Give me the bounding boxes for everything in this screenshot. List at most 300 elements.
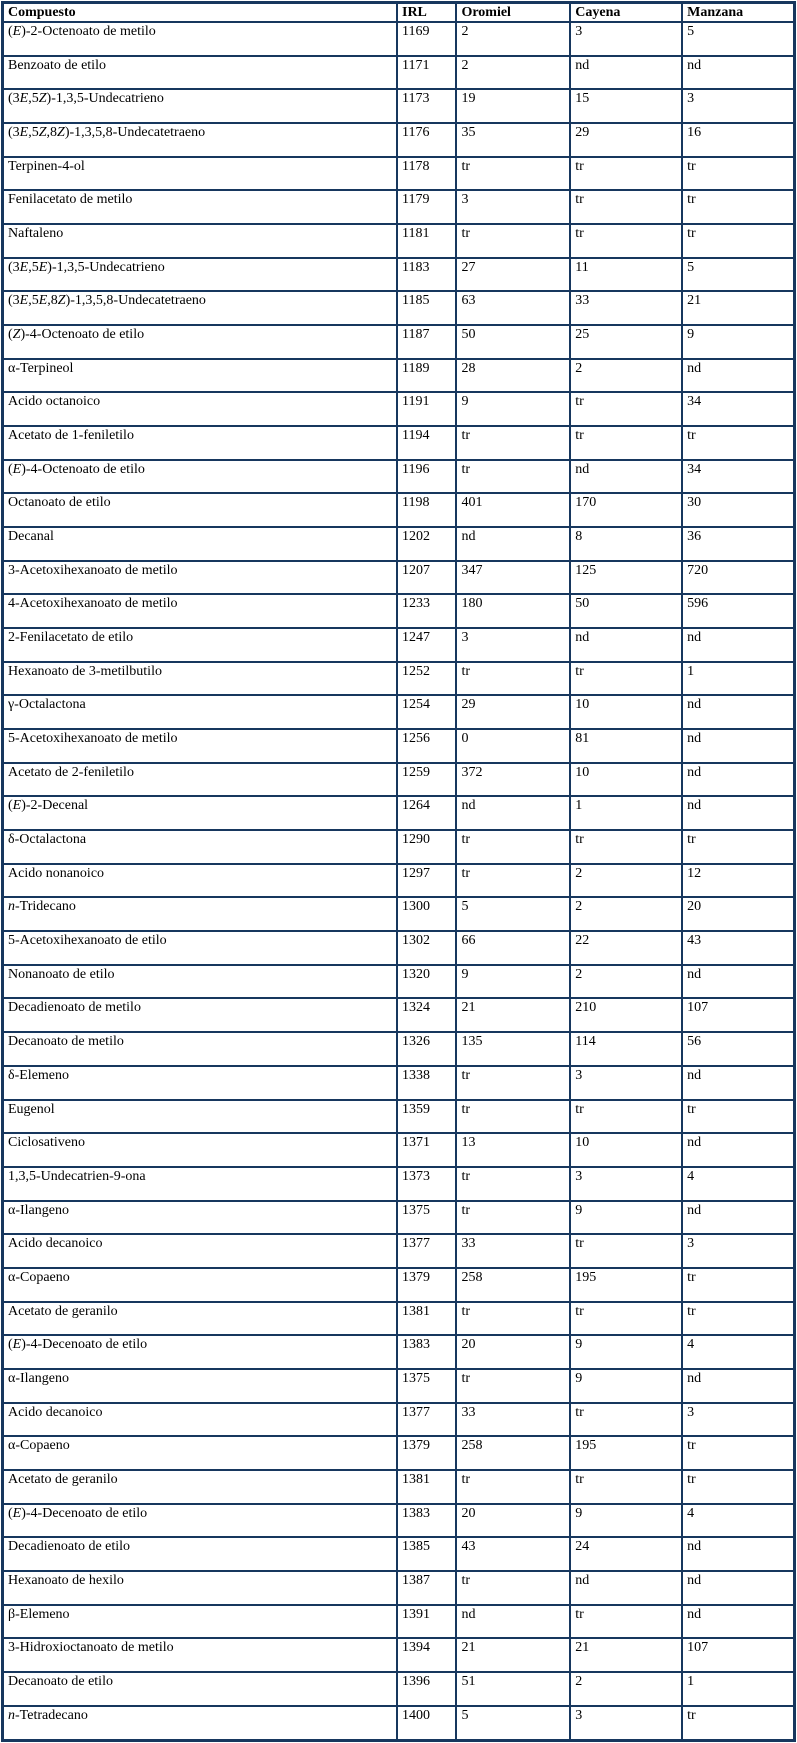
irl-cell: 1375: [398, 1202, 455, 1234]
table-row: [4, 461, 793, 493]
compound-name-italic: E: [38, 259, 48, 275]
table-row: [4, 292, 793, 324]
compound-name-cell: [4, 393, 396, 425]
oromiel-cell: 347: [457, 562, 569, 594]
oromiel-cell: 29: [457, 696, 569, 728]
irl-cell: 1381: [398, 1471, 455, 1503]
compound-name-text: Decanal: [8, 529, 54, 545]
compound-name-text: -Tridecano: [15, 899, 76, 915]
irl-cell: 1400: [398, 1707, 455, 1739]
manzana-cell: 3: [683, 1235, 793, 1267]
compound-name-cell: [4, 1134, 396, 1166]
cayena-cell: 8: [571, 528, 681, 560]
oromiel-cell: 28: [457, 360, 569, 392]
compound-name-text: Benzoato de etilo: [8, 57, 106, 73]
compound-name-cell: [4, 797, 396, 829]
header-cayena: Cayena: [571, 4, 681, 21]
compound-name-cell: [4, 1269, 396, 1301]
table-row: [4, 562, 793, 594]
compound-name-cell: [4, 932, 396, 964]
irl-cell: 1391: [398, 1606, 455, 1638]
cayena-cell: 170: [571, 494, 681, 526]
compound-name-text: δ-Elemeno: [8, 1067, 70, 1083]
cayena-cell: 2: [571, 966, 681, 998]
compound-name-text: )-1,3,5,8-Undecatetraeno: [65, 293, 206, 309]
irl-cell: 1196: [398, 461, 455, 493]
table-row: [4, 326, 793, 358]
compound-name-italic: Z: [38, 91, 47, 107]
cayena-cell: tr: [571, 1404, 681, 1436]
manzana-cell: tr: [683, 1303, 793, 1335]
irl-cell: 1183: [398, 259, 455, 291]
compound-name-text: )-2-Decenal: [21, 798, 89, 814]
irl-cell: 1381: [398, 1303, 455, 1335]
oromiel-cell: 9: [457, 393, 569, 425]
table-row: [4, 696, 793, 728]
irl-cell: 1371: [398, 1134, 455, 1166]
cayena-cell: 3: [571, 1707, 681, 1739]
oromiel-cell: tr: [457, 1303, 569, 1335]
irl-cell: 1179: [398, 191, 455, 223]
oromiel-cell: tr: [457, 1471, 569, 1503]
compound-name-text: ,5: [28, 259, 39, 275]
oromiel-cell: 43: [457, 1538, 569, 1570]
manzana-cell: tr: [683, 158, 793, 190]
table-row: [4, 1437, 793, 1469]
manzana-cell: nd: [683, 966, 793, 998]
manzana-cell: nd: [683, 360, 793, 392]
cayena-cell: tr: [571, 158, 681, 190]
manzana-cell: 1: [683, 663, 793, 695]
manzana-cell: 21: [683, 292, 793, 324]
manzana-cell: 30: [683, 494, 793, 526]
compound-name-cell: [4, 1303, 396, 1335]
compound-name-text: β-Elemeno: [8, 1606, 70, 1622]
cayena-cell: 50: [571, 595, 681, 627]
compound-name-text: Naftaleno: [8, 226, 64, 242]
manzana-cell: tr: [683, 1101, 793, 1133]
compound-name-cell: [4, 23, 396, 55]
compound-name-cell: [4, 1370, 396, 1402]
table-row: [4, 1235, 793, 1267]
table-row: [4, 730, 793, 762]
manzana-cell: 4: [683, 1336, 793, 1368]
oromiel-cell: 258: [457, 1269, 569, 1301]
oromiel-cell: 258: [457, 1437, 569, 1469]
irl-cell: 1202: [398, 528, 455, 560]
cayena-cell: 9: [571, 1505, 681, 1537]
compound-name-text: α-Copaeno: [8, 1438, 70, 1454]
compound-name-italic: E: [12, 798, 22, 814]
cayena-cell: 22: [571, 932, 681, 964]
manzana-cell: nd: [683, 696, 793, 728]
compound-name-cell: [4, 292, 396, 324]
oromiel-cell: 27: [457, 259, 569, 291]
irl-cell: 1302: [398, 932, 455, 964]
manzana-cell: 1: [683, 1673, 793, 1705]
cayena-cell: 3: [571, 1168, 681, 1200]
compound-name-text: ,5: [28, 125, 39, 141]
compound-name-text: Ciclosativeno: [8, 1135, 85, 1151]
cayena-cell: 114: [571, 1033, 681, 1065]
table-row: [4, 1606, 793, 1638]
cayena-cell: 9: [571, 1202, 681, 1234]
oromiel-cell: nd: [457, 528, 569, 560]
compound-name-text: Acetato de 2-feniletilo: [8, 764, 134, 780]
table-row: [4, 528, 793, 560]
header-oromiel: Oromiel: [457, 4, 569, 21]
compound-name-text: Fenilacetato de metilo: [8, 192, 133, 208]
compound-name-text: (: [8, 24, 13, 39]
compound-name-text: Decadienoato de metilo: [8, 1000, 141, 1016]
manzana-cell: 9: [683, 326, 793, 358]
compound-name-italic: E: [12, 1505, 22, 1521]
cayena-cell: nd: [571, 629, 681, 661]
table-row: [4, 1168, 793, 1200]
cayena-cell: tr: [571, 393, 681, 425]
compound-name-cell: [4, 158, 396, 190]
cayena-cell: 10: [571, 764, 681, 796]
manzana-cell: nd: [683, 797, 793, 829]
oromiel-cell: tr: [457, 663, 569, 695]
compound-name-italic: Z: [57, 293, 66, 309]
oromiel-cell: 2: [457, 23, 569, 55]
manzana-cell: 5: [683, 23, 793, 55]
irl-cell: 1233: [398, 595, 455, 627]
cayena-cell: 1: [571, 797, 681, 829]
manzana-cell: 34: [683, 461, 793, 493]
cayena-cell: 11: [571, 259, 681, 291]
oromiel-cell: tr: [457, 158, 569, 190]
cayena-cell: 10: [571, 1134, 681, 1166]
table-row: [4, 1134, 793, 1166]
table-row: [4, 124, 793, 156]
compound-name-cell: [4, 1606, 396, 1638]
table-row: [4, 1336, 793, 1368]
compound-name-text: Acido nonanoico: [8, 865, 105, 881]
table-row: [4, 427, 793, 459]
compound-name-cell: [4, 259, 396, 291]
table-row: [4, 1707, 793, 1739]
compound-name-cell: [4, 696, 396, 728]
compound-name-cell: [4, 1471, 396, 1503]
cayena-cell: 195: [571, 1269, 681, 1301]
compound-name-cell: [4, 1707, 396, 1739]
cayena-cell: tr: [571, 1303, 681, 1335]
manzana-cell: tr: [683, 225, 793, 257]
compound-name-text: α-Ilangeno: [8, 1370, 69, 1386]
cayena-cell: 195: [571, 1437, 681, 1469]
cayena-cell: tr: [571, 225, 681, 257]
compound-table-container: [1, 1, 796, 1742]
irl-cell: 1300: [398, 898, 455, 930]
table-row: [4, 1404, 793, 1436]
table-row: [4, 898, 793, 930]
manzana-cell: 43: [683, 932, 793, 964]
compound-table: [2, 2, 795, 1741]
manzana-cell: 5: [683, 259, 793, 291]
manzana-cell: 107: [683, 1639, 793, 1671]
table-row: [4, 23, 793, 55]
irl-cell: 1375: [398, 1370, 455, 1402]
oromiel-cell: tr: [457, 1168, 569, 1200]
manzana-cell: 20: [683, 898, 793, 930]
manzana-cell: nd: [683, 57, 793, 89]
oromiel-cell: 51: [457, 1673, 569, 1705]
manzana-cell: tr: [683, 1471, 793, 1503]
oromiel-cell: 21: [457, 1639, 569, 1671]
header-compuesto: Compuesto: [4, 4, 396, 21]
compound-name-text: Hexanoato de hexilo: [8, 1572, 124, 1588]
irl-cell: 1387: [398, 1572, 455, 1604]
compound-name-italic: Z: [12, 327, 21, 343]
compound-name-cell: [4, 1404, 396, 1436]
compound-name-text: (: [8, 327, 13, 343]
irl-cell: 1264: [398, 797, 455, 829]
cayena-cell: tr: [571, 191, 681, 223]
compound-name-cell: [4, 999, 396, 1031]
cayena-cell: 25: [571, 326, 681, 358]
table-row: [4, 494, 793, 526]
compound-name-cell: [4, 562, 396, 594]
compound-name-italic: E: [12, 461, 22, 477]
cayena-cell: 15: [571, 90, 681, 122]
oromiel-cell: 50: [457, 326, 569, 358]
cayena-cell: 2: [571, 360, 681, 392]
irl-cell: 1359: [398, 1101, 455, 1133]
compound-name-italic: Z: [57, 125, 65, 141]
compound-name-italic: E: [19, 91, 29, 107]
compound-name-text: Decanoato de etilo: [8, 1673, 113, 1689]
compound-name-italic: E: [19, 125, 29, 141]
compound-name-cell: [4, 1505, 396, 1537]
compound-name-text: )-1,3,5-Undecatrieno: [46, 91, 164, 107]
manzana-cell: tr: [683, 1707, 793, 1739]
manzana-cell: tr: [683, 427, 793, 459]
table-row: [4, 1067, 793, 1099]
compound-name-italic: n: [8, 899, 15, 915]
compound-name-text: Acetato de 1-feniletilo: [8, 428, 134, 444]
manzana-cell: 3: [683, 90, 793, 122]
irl-cell: 1326: [398, 1033, 455, 1065]
compound-name-cell: [4, 629, 396, 661]
compound-name-text: Eugenol: [8, 1101, 55, 1117]
cayena-cell: nd: [571, 1572, 681, 1604]
compound-name-text: ,5: [28, 91, 39, 107]
cayena-cell: 24: [571, 1538, 681, 1570]
manzana-cell: 34: [683, 393, 793, 425]
compound-name-cell: [4, 865, 396, 897]
irl-cell: 1171: [398, 57, 455, 89]
manzana-cell: tr: [683, 191, 793, 223]
table-row: [4, 57, 793, 89]
irl-cell: 1338: [398, 1067, 455, 1099]
manzana-cell: 107: [683, 999, 793, 1031]
table-row: [4, 90, 793, 122]
oromiel-cell: 2: [457, 57, 569, 89]
manzana-cell: 4: [683, 1505, 793, 1537]
cayena-cell: tr: [571, 663, 681, 695]
compound-name-text: Hexanoato de 3-metilbutilo: [8, 663, 162, 679]
manzana-cell: 56: [683, 1033, 793, 1065]
compound-name-text: (3: [8, 125, 20, 141]
table-row: [4, 191, 793, 223]
manzana-cell: 12: [683, 865, 793, 897]
compound-name-cell: [4, 764, 396, 796]
compound-name-cell: [4, 831, 396, 863]
compound-name-italic: E: [19, 259, 29, 275]
compound-name-text: Acetato de geranilo: [8, 1303, 118, 1319]
irl-cell: 1173: [398, 90, 455, 122]
irl-cell: 1254: [398, 696, 455, 728]
irl-cell: 1191: [398, 393, 455, 425]
compound-name-text: (: [8, 1337, 13, 1353]
compound-name-cell: [4, 124, 396, 156]
compound-name-text: ,8: [47, 293, 58, 309]
cayena-cell: tr: [571, 1235, 681, 1267]
oromiel-cell: tr: [457, 1202, 569, 1234]
irl-cell: 1187: [398, 326, 455, 358]
oromiel-cell: 401: [457, 494, 569, 526]
oromiel-cell: 3: [457, 629, 569, 661]
compound-name-italic: E: [38, 293, 48, 309]
oromiel-cell: 9: [457, 966, 569, 998]
table-row: [4, 831, 793, 863]
cayena-cell: 29: [571, 124, 681, 156]
oromiel-cell: 19: [457, 90, 569, 122]
oromiel-cell: tr: [457, 1101, 569, 1133]
compound-name-cell: [4, 191, 396, 223]
irl-cell: 1377: [398, 1404, 455, 1436]
irl-cell: 1320: [398, 966, 455, 998]
table-row: [4, 966, 793, 998]
irl-cell: 1189: [398, 360, 455, 392]
compound-name-text: 1,3,5-Undecatrien-9-ona: [8, 1168, 146, 1184]
compound-name-text: 2-Fenilacetato de etilo: [8, 630, 134, 646]
irl-cell: 1181: [398, 225, 455, 257]
compound-name-cell: [4, 595, 396, 627]
table-row: [4, 1572, 793, 1604]
cayena-cell: nd: [571, 57, 681, 89]
compound-name-cell: [4, 663, 396, 695]
cayena-cell: 33: [571, 292, 681, 324]
compound-name-cell: [4, 966, 396, 998]
table-row: [4, 1505, 793, 1537]
compound-name-cell: [4, 1572, 396, 1604]
oromiel-cell: tr: [457, 1572, 569, 1604]
table-row: [4, 932, 793, 964]
irl-cell: 1259: [398, 764, 455, 796]
manzana-cell: 596: [683, 595, 793, 627]
compound-name-text: α-Ilangeno: [8, 1202, 69, 1218]
header-manzana: Manzana: [683, 4, 793, 21]
irl-cell: 1396: [398, 1673, 455, 1705]
irl-cell: 1373: [398, 1168, 455, 1200]
compound-name-cell: [4, 1067, 396, 1099]
compound-name-text: Acido decanoico: [8, 1236, 103, 1252]
compound-name-cell: [4, 1437, 396, 1469]
cayena-cell: tr: [571, 427, 681, 459]
compound-name-text: Decanoato de metilo: [8, 1034, 124, 1050]
compound-name-cell: [4, 1538, 396, 1570]
compound-name-italic: E: [12, 24, 22, 39]
compound-name-text: )-2-Octenoato de metilo: [21, 24, 156, 39]
compound-name-italic: E: [19, 293, 29, 309]
oromiel-cell: 372: [457, 764, 569, 796]
irl-cell: 1185: [398, 292, 455, 324]
table-row: [4, 797, 793, 829]
manzana-cell: tr: [683, 831, 793, 863]
compound-name-cell: [4, 1168, 396, 1200]
compound-name-text: )-4-Octenoato de etilo: [21, 461, 145, 477]
cayena-cell: 210: [571, 999, 681, 1031]
irl-cell: 1379: [398, 1437, 455, 1469]
header-irl: IRL: [398, 4, 455, 21]
oromiel-cell: tr: [457, 831, 569, 863]
manzana-cell: tr: [683, 1437, 793, 1469]
compound-name-text: )-1,3,5,8-Undecatetraeno: [64, 125, 206, 141]
oromiel-cell: 33: [457, 1404, 569, 1436]
compound-name-text: α-Terpineol: [8, 360, 74, 376]
compound-name-cell: [4, 494, 396, 526]
manzana-cell: tr: [683, 1269, 793, 1301]
compound-name-text: -Tetradecano: [15, 1707, 88, 1723]
cayena-cell: 3: [571, 23, 681, 55]
irl-cell: 1297: [398, 865, 455, 897]
table-row: [4, 1101, 793, 1133]
irl-cell: 1247: [398, 629, 455, 661]
compound-name-text: Acetato de geranilo: [8, 1471, 118, 1487]
manzana-cell: nd: [683, 1606, 793, 1638]
compound-name-text: 5-Acetoxihexanoato de etilo: [8, 933, 167, 949]
manzana-cell: nd: [683, 1370, 793, 1402]
compound-name-text: (3: [8, 91, 20, 107]
cayena-cell: 125: [571, 562, 681, 594]
manzana-cell: nd: [683, 764, 793, 796]
oromiel-cell: 0: [457, 730, 569, 762]
oromiel-cell: 63: [457, 292, 569, 324]
compound-name-cell: [4, 326, 396, 358]
oromiel-cell: nd: [457, 1606, 569, 1638]
table-row: [4, 1370, 793, 1402]
table-body: [4, 23, 793, 1739]
compound-name-text: 5-Acetoxihexanoato de metilo: [8, 731, 178, 747]
compound-name-text: (3: [8, 259, 20, 275]
irl-cell: 1379: [398, 1269, 455, 1301]
oromiel-cell: 13: [457, 1134, 569, 1166]
header-row: [4, 4, 793, 21]
table-row: [4, 999, 793, 1031]
compound-name-text: )-4-Decenoato de etilo: [21, 1505, 148, 1521]
oromiel-cell: tr: [457, 461, 569, 493]
irl-cell: 1256: [398, 730, 455, 762]
compound-name-italic: n: [8, 1707, 15, 1723]
irl-cell: 1383: [398, 1505, 455, 1537]
table-row: [4, 1033, 793, 1065]
table-row: [4, 225, 793, 257]
cayena-cell: 3: [571, 1067, 681, 1099]
table-row: [4, 1269, 793, 1301]
irl-cell: 1169: [398, 23, 455, 55]
compound-name-text: Nonanoato de etilo: [8, 966, 115, 982]
oromiel-cell: 20: [457, 1505, 569, 1537]
table-row: [4, 1673, 793, 1705]
table-row: [4, 393, 793, 425]
table-row: [4, 158, 793, 190]
cayena-cell: 9: [571, 1370, 681, 1402]
cayena-cell: 81: [571, 730, 681, 762]
compound-name-cell: [4, 90, 396, 122]
